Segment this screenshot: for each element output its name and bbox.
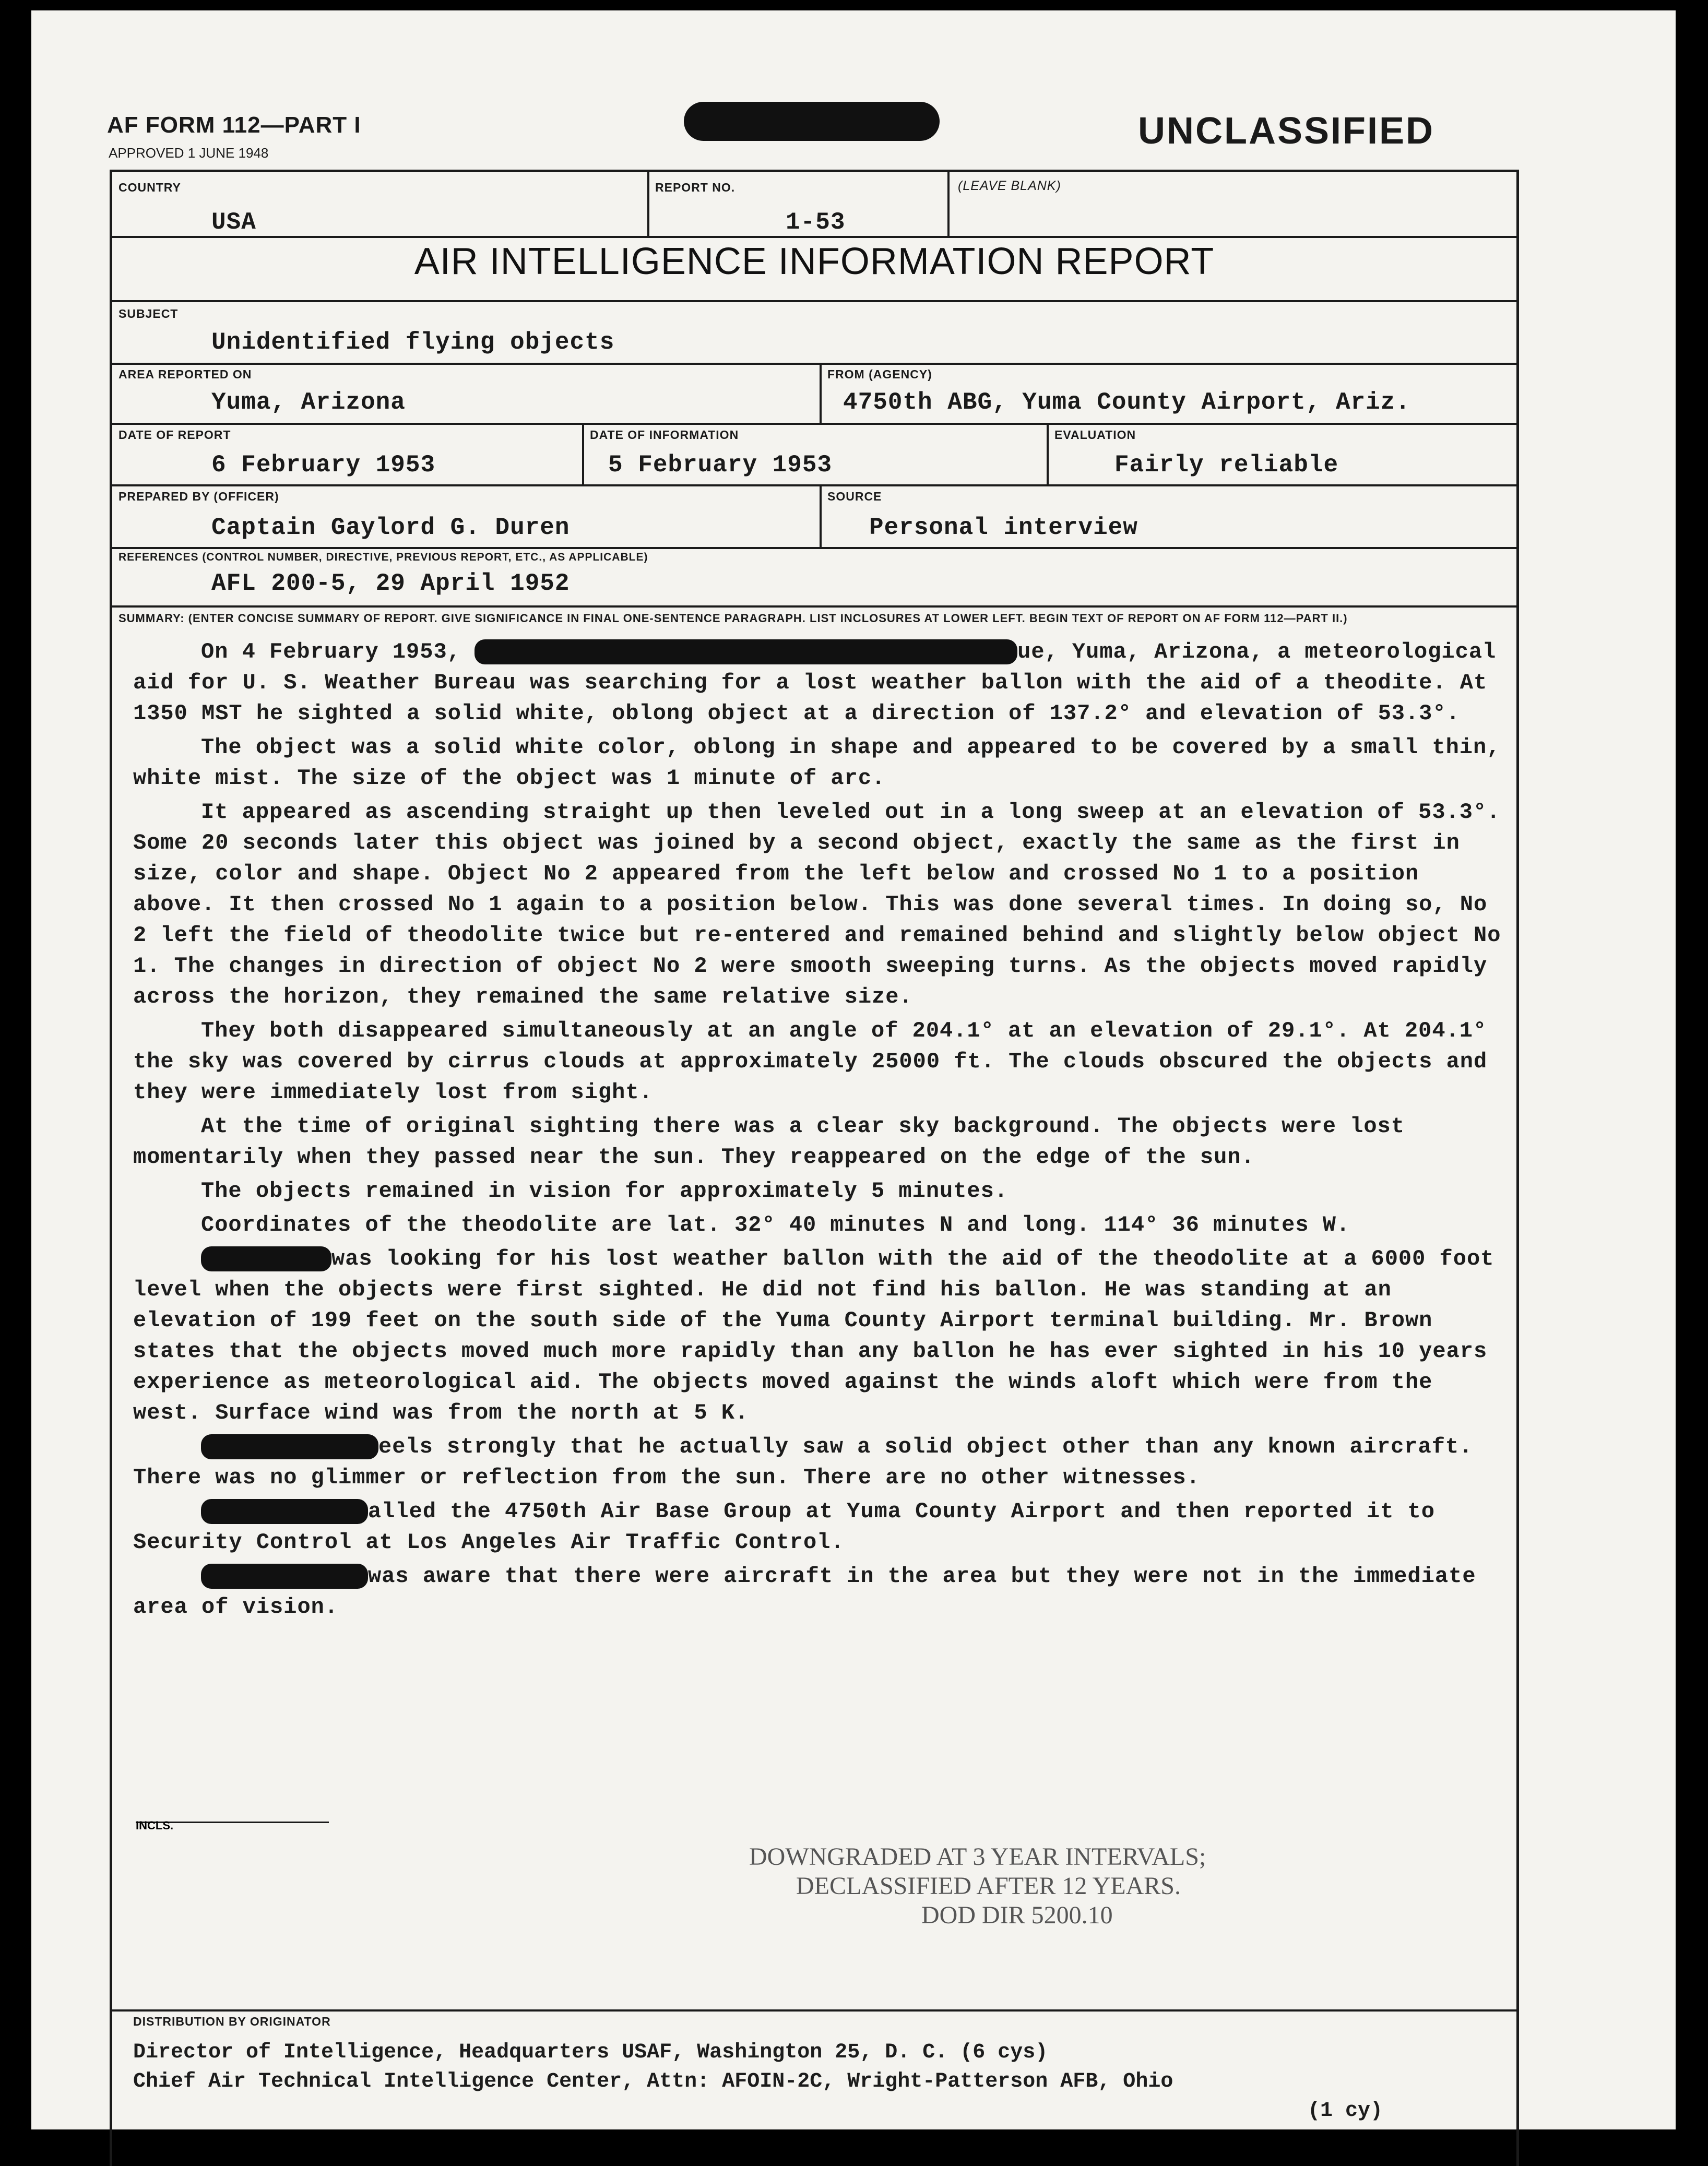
distribution-label: DISTRIBUTION BY ORIGINATOR xyxy=(133,2015,331,2028)
form-number: AF FORM 112—PART I xyxy=(107,112,361,138)
subject-value: Unidentified flying objects xyxy=(211,329,615,356)
declassification-stamp xyxy=(749,1842,1480,2009)
summary-paragraph: Coordinates of the theodolite are lat. 32° 40 minutes N and long. 114° 36 minutes W. xyxy=(201,1212,1350,1237)
prepared-by-label: PREPARED BY (OFFICER) xyxy=(118,490,279,503)
report-no-value: 1-53 xyxy=(786,209,846,236)
prepared-by-value: Captain Gaylord G. Duren xyxy=(211,514,570,541)
report-no-label: REPORT NO. xyxy=(655,181,736,194)
date-of-report-value: 6 February 1953 xyxy=(211,451,436,479)
redaction-bar xyxy=(684,102,940,141)
date-of-information-label: DATE OF INFORMATION xyxy=(590,428,739,442)
summary-paragraph: eels strongly that he actually saw a solid object other than any known aircraft. There was no glimmer or reflection from the sun. There are no other witnesses. xyxy=(133,1434,1473,1490)
country-value: USA xyxy=(211,209,256,236)
report-form xyxy=(110,170,1519,2166)
summary-paragraph: At the time of original sighting there was a clear sky background. The objects were lost momentarily when they passed near the sun. They reappeared on the edge of the sun. xyxy=(133,1114,1405,1170)
area-value: Yuma, Arizona xyxy=(211,389,406,416)
summary-paragraph: On 4 February 1953, ue, Yuma, Arizona, a meteorological aid for U. S. Weather Bureau was searching for a lost weather ballon with the aid of a theodite. At 1350 MST he sighted a solid white, oblong object at a direction of 137.2° and elevation of 53.3°. xyxy=(133,639,1497,726)
from-agency-value: 4750th ABG, Yuma County Airport, Ariz. xyxy=(843,389,1410,416)
summary-paragraph: was looking for his lost weather ballon with the aid of the theodolite at a 6000 foot level when the objects were first sighted. He did not find his ballon. He was standing at an elevation of 199 feet on the south side of the Yuma County Airport terminal building. Mr. Brown states that the objects moved much more rapidly than any ballon he has ever sighted in his 10 years experience as meteorological aid. The objects moved against the winds aloft which were from the west. Surface wind was from the north at 5 K. xyxy=(133,1246,1495,1425)
evaluation-value: Fairly reliable xyxy=(1114,451,1339,479)
source-label: SOURCE xyxy=(827,490,882,503)
date-of-information-value: 5 February 1953 xyxy=(608,451,833,479)
distribution-line: (1 cy) xyxy=(1308,2099,1383,2123)
redaction-bar xyxy=(201,1499,368,1524)
document-page xyxy=(31,10,1676,2129)
inclosures-label: INCLS. xyxy=(136,1819,174,1832)
summary-paragraph: The objects remained in vision for approximately 5 minutes. xyxy=(201,1179,1009,1204)
subject-label: SUBJECT xyxy=(118,307,179,320)
references-value: AFL 200-5, 29 April 1952 xyxy=(211,570,570,597)
report-title: AIR INTELLIGENCE INFORMATION REPORT xyxy=(414,241,1215,282)
stamp-line: DOD DIR 5200.10 xyxy=(921,1901,1113,1929)
stamp-line: DECLASSIFIED AFTER 12 YEARS. xyxy=(796,1872,1181,1900)
distribution-list xyxy=(133,2038,1506,2126)
classification-marking: UNCLASSIFIED xyxy=(1138,110,1435,152)
redaction-bar xyxy=(201,1246,331,1271)
redaction-bar xyxy=(201,1564,368,1589)
leave-blank-label: (LEAVE BLANK) xyxy=(958,178,1061,193)
stamp-line: DOWNGRADED AT 3 YEAR INTERVALS; xyxy=(749,1843,1206,1871)
from-agency-label: FROM (AGENCY) xyxy=(827,367,932,381)
distribution-line: Director of Intelligence, Headquarters USAF, Washington 25, D. C. (6 cys) xyxy=(133,2041,1048,2064)
redaction-bar xyxy=(475,639,1017,664)
distribution-line: Chief Air Technical Intelligence Center, Attn: AFOIN-2C, Wright-Patterson AFB, Ohio xyxy=(133,2070,1173,2093)
summary-label: SUMMARY: (ENTER CONCISE SUMMARY OF REPORT. GIVE SIGNIFICANCE IN FINAL ONE-SENTENCE PARAGRAPH. LIST INCLOSURES AT LOWER LEFT. BEGIN TEXT OF REPORT ON AF FORM 112—PART II.) xyxy=(118,612,1348,625)
source-value: Personal interview xyxy=(869,514,1138,541)
date-of-report-label: DATE OF REPORT xyxy=(118,428,231,442)
summary-text xyxy=(133,637,1506,1626)
evaluation-label: EVALUATION xyxy=(1054,428,1136,442)
summary-paragraph: It appeared as ascending straight up then leveled out in a long sweep at an elevation of 53.3°. Some 20 seconds later this object was joined by a second object, exactly the same as the first in size, color and shape. Object No 2 appeared from the left below and crossed No 1 to a position above. It then crossed No 1 again to a position below. This was done several times. In doing so, No 2 left the field of theodolite twice but re-entered and remained behind and slightly below object No 1. The changes in direction of object No 2 were smooth sweeping turns. As the objects moved rapidly across the horizon, they remained the same relative size. xyxy=(133,800,1501,1009)
summary-paragraph: alled the 4750th Air Base Group at Yuma County Airport and then reported it to Security Control at Los Angeles Air Traffic Control. xyxy=(133,1499,1435,1555)
references-label: REFERENCES (CONTROL NUMBER, DIRECTIVE, PREVIOUS REPORT, ETC., AS APPLICABLE) xyxy=(118,551,648,563)
summary-paragraph: The object was a solid white color, oblong in shape and appeared to be covered by a small thin, white mist. The size of the object was 1 minute of arc. xyxy=(133,735,1501,791)
country-label: COUNTRY xyxy=(118,181,181,194)
summary-paragraph: They both disappeared simultaneously at an angle of 204.1° at an elevation of 29.1°. At 204.1° the sky was covered by cirrus clouds at approximately 25000 ft. The clouds obscured the objects and they were immediately lost from sight. xyxy=(133,1018,1488,1105)
redaction-bar xyxy=(201,1434,378,1459)
summary-paragraph: was aware that there were aircraft in the area but they were not in the immediate area of vision. xyxy=(133,1564,1476,1620)
area-label: AREA REPORTED ON xyxy=(118,367,252,381)
form-approval-date: APPROVED 1 JUNE 1948 xyxy=(109,145,269,161)
